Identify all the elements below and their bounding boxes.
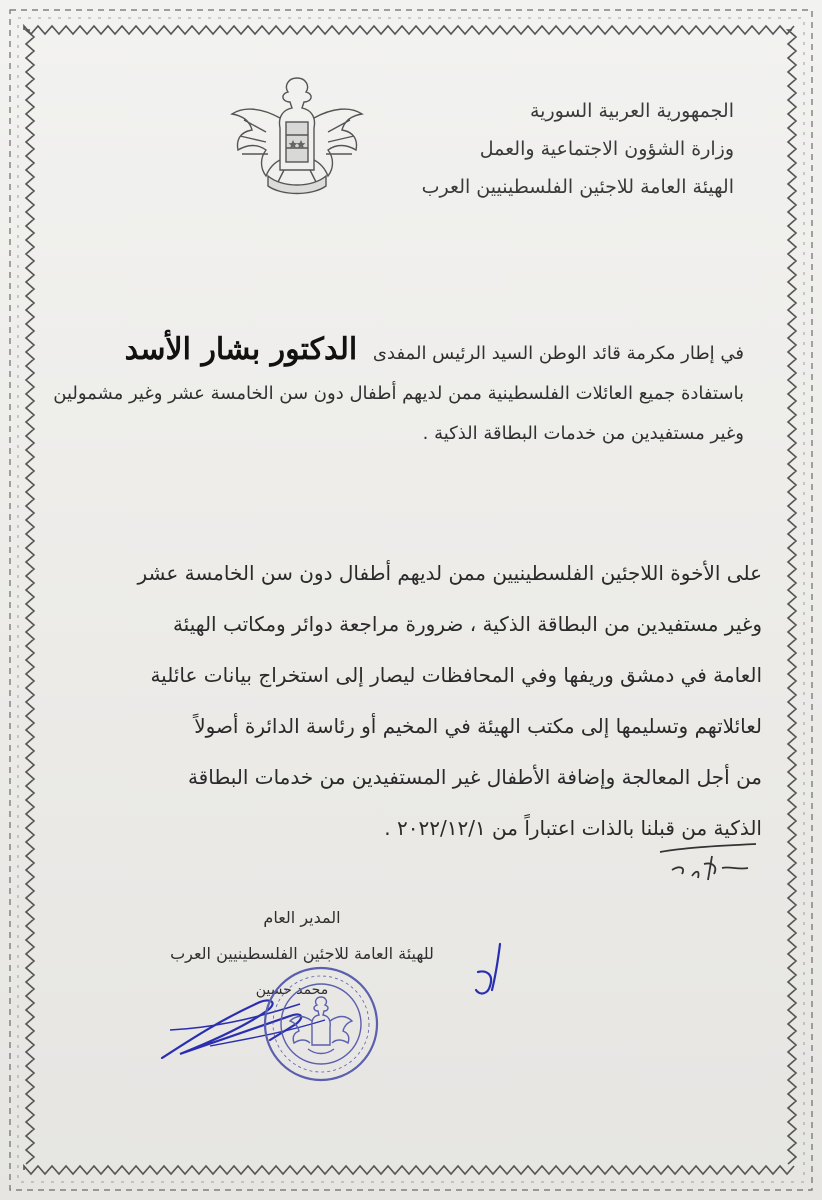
handwritten-mark-icon <box>470 940 520 1000</box>
intro-line-1 <box>24 330 744 374</box>
authority-name: الهيئة العامة للاجئين الفلسطينيين العرب <box>421 176 734 198</box>
intro-line-1-text: في إطار مكرمة قائد الوطن السيد الرئيس المفدى <box>372 343 744 364</box>
republic-name: الجمهورية العربية السورية <box>529 100 734 122</box>
body-line: الذكية من قبلنا بالذات اعتباراً من ٢٠٢٢/١٢/١ . <box>384 816 762 840</box>
director-organization: للهيئة العامة للاجئين الفلسطينيين العرب <box>170 944 434 963</box>
announcement-body <box>42 548 762 854</box>
body-line: على الأخوة اللاجئين الفلسطينيين ممن لديهم أطفال دون سن الخامسة عشر <box>137 561 762 585</box>
official-stamp-icon <box>262 965 380 1083</box>
body-line: من أجل المعالجة وإضافة الأطفال غير المستفيدين من خدمات البطاقة <box>187 765 762 789</box>
director-title: المدير العام <box>263 908 341 927</box>
intro-line-2: باستفادة جميع العائلات الفلسطينية ممن لديهم أطفال دون سن الخامسة عشر وغير مشمولين <box>53 383 744 404</box>
letterhead <box>314 92 734 206</box>
body-line: وغير مستفيدين من البطاقة الذكية ، ضرورة مراجعة دوائر ومكاتب الهيئة <box>172 612 762 636</box>
ministry-name: وزارة الشؤون الاجتماعية والعمل <box>479 138 734 160</box>
handwritten-initials-icon <box>652 840 762 890</box>
leader-name: الدكتور بشار الأسد <box>124 332 358 367</box>
intro-line-3: وغير مستفيدين من خدمات البطاقة الذكية . <box>422 423 744 444</box>
intro-paragraph <box>24 330 744 454</box>
director-name: محمد حسين <box>255 982 329 998</box>
body-line: العامة في دمشق وريفها وفي المحافظات ليصار إلى استخراج بيانات عائلية <box>150 663 762 687</box>
body-line: لعائلاتهم وتسليمها إلى مكتب الهيئة في المخيم أو رئاسة الدائرة أصولاً <box>194 714 762 738</box>
